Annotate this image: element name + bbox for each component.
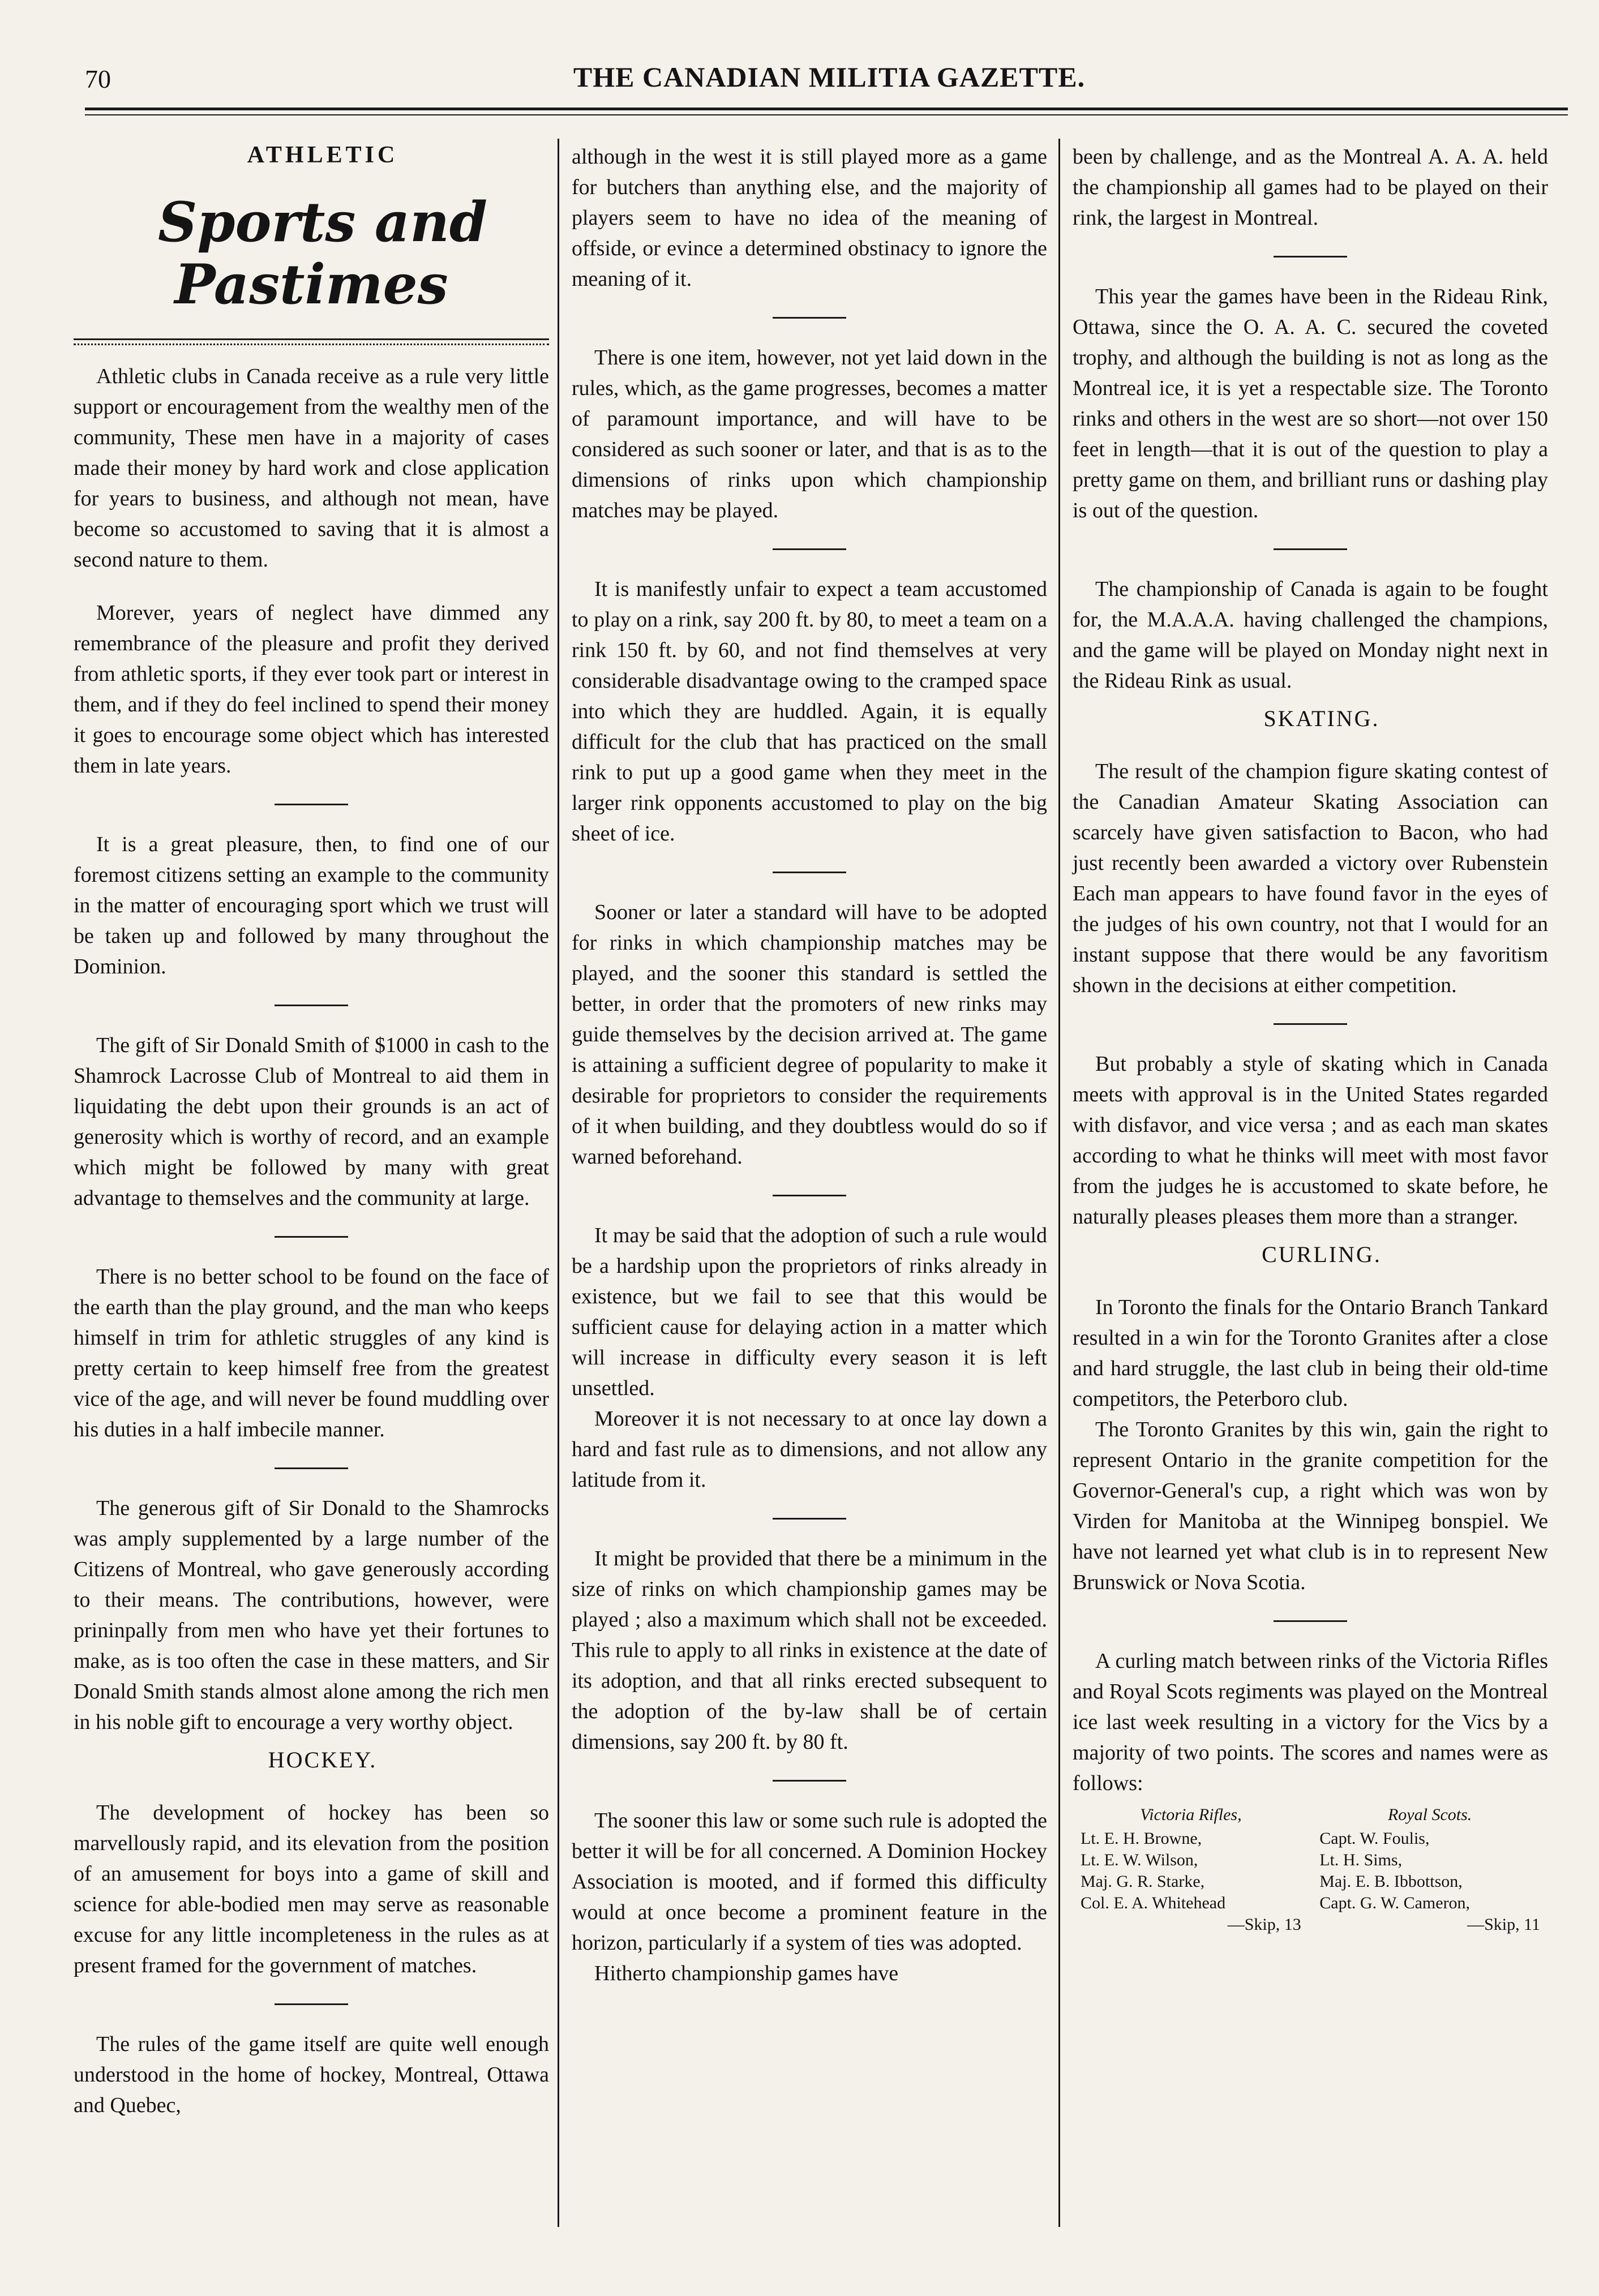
paragraph: The championship of Canada is again to be fought for, the M.A.A.A. having challenged the champions, and the game will be played on Monday night next in the Rideau Rink as usual. <box>1073 577 1548 693</box>
paragraph: It might be provided that there be a minimum in the size of rinks on which championship games may be played ; also a maximum which shall not be exceeded. This rule to apply to all rinks in existence at the date of its adoption, and that all rinks erected subsequent to the adoption of the by-law shall be of certain dimensions, say 200 ft. by 80 ft. <box>572 1547 1047 1754</box>
paragraph: been by challenge, and as the Montreal A. A. A. held the championship all games had to be played on their rink, the largest in Montreal. <box>1073 145 1548 230</box>
team-name: Royal Scots. <box>1387 1805 1472 1824</box>
separator <box>1274 548 1347 550</box>
paragraph: There is one item, however, not yet laid down in the rules, which, as the game progresses, becomes a matter of paramount importance, and will have to be considered as such sooner or later, and that is as to the dimensions of rinks upon which championship matches may be played. <box>572 346 1047 522</box>
section-kicker: ATHLETIC <box>247 142 398 168</box>
separator <box>275 1005 348 1006</box>
header-rule-thin <box>85 114 1568 115</box>
skating-heading: SKATING. <box>1263 706 1380 731</box>
paragraph: Athletic clubs in Canada receive as a rule very little support or encouragement from the wealthy men of the community, These men have in a majority of cases made their money by hard work and close application for years to business, and although not mean, have become so accustomed to saving that it is almost a second nature to them. <box>74 364 549 572</box>
paragraph: Sooner or later a standard will have to be adopted for rinks in which championship matches may be played, and the sooner this standard is settled the better, in order that the promoters of new rinks may guide themselves by the decision arrived at. The game is attaining a sufficient degree of popularity to make it desirable for proprietors to consider the requirements of it when building, and they doubtless would do so if warned beforehand. <box>572 900 1047 1169</box>
paragraph: It is a great pleasure, then, to find one of our foremost citizens setting an example to the community in the matter of encouraging sport which we trust will be taken up and followed by many throughout the Dominion. <box>74 832 549 979</box>
page-header <box>85 59 1599 105</box>
team-member: Capt. G. W. Cameron, <box>1319 1894 1471 1912</box>
header-rule <box>85 108 1568 110</box>
team-member: Lt. E. W. Wilson, <box>1081 1851 1198 1869</box>
team-name: Victoria Rifles, <box>1140 1805 1242 1824</box>
paragraph: The Toronto Granites by this win, gain the right to represent Ontario in the granite competition for the Governor-General's cup, a right which was won by Virden for Manitoba at the Winnipeg bonspiel. We have not learned yet what club is in to represent New Brunswick or Nova Scotia. <box>1073 1418 1548 1594</box>
paragraph: The sooner this law or some such rule is adopted the better it will be for all concerned. A Dominion Hockey Association is mooted, and if formed this difficulty would at once become a prominent feature in the horizon, particularly if a system of ties was adopted. <box>572 1809 1047 1955</box>
paragraph: A curling match between rinks of the Victoria Rifles and Royal Scots regiments was played on the Montreal ice last week resulting in a victory for the Vics by a majority of two points. The scores and names were as follows: <box>1073 1649 1548 1795</box>
paragraph: But probably a style of skating which in Canada meets with approval is in the United States regarded with disfavor, and vice versa ; and as each man skates according to what he thinks will meet with most favor from the judges he is accustomed to skate before, he naturally pleases pleases them more than a stranger. <box>1073 1052 1548 1229</box>
section-title: Sports and Pastimes <box>158 190 487 316</box>
separator <box>275 804 348 805</box>
paragraph: The generous gift of Sir Donald to the Shamrocks was amply supplemented by a large number of the Citizens of Montreal, who gave generously according to their means. The contributions, however, were prininpally from men who have yet their fortunes to make, as is too often the case in these matters, and Sir Donald Smith stands almost alone among the rich men in his noble gift to encourage a very worthy object. <box>74 1496 549 1734</box>
separator <box>275 1467 348 1469</box>
curling-heading: CURLING. <box>1262 1242 1382 1267</box>
team-royal-scots <box>1319 1804 1540 1935</box>
paragraph: Hitherto championship games have <box>594 1962 899 1985</box>
column-divider <box>1058 139 1060 2227</box>
team-skip-score: —Skip, 13 <box>1227 1915 1301 1934</box>
paragraph: although in the west it is still played more as a game for butchers than anything else, and the majority of players seem to have no idea of the meaning of offside, or evince a determined obstinacy to ignore the meaning of it. <box>572 145 1047 291</box>
separator <box>773 872 846 873</box>
separator <box>275 1236 348 1238</box>
team-skip-score: —Skip, 11 <box>1467 1915 1540 1934</box>
team-member: Capt. W. Foulis, <box>1319 1829 1430 1848</box>
team-victoria-rifles <box>1081 1804 1301 1935</box>
team-member: Maj. E. B. Ibbottson, <box>1319 1872 1463 1891</box>
paragraph: The development of hockey has been so marvellously rapid, and its elevation from the position of an amusement for boys into a game of skill and science for able-bodied men may serve as reasonable excuse for any little incompleteness in the rules as at present framed for the government of matches. <box>74 1801 549 1977</box>
separator <box>773 548 846 550</box>
team-member: Maj. G. R. Starke, <box>1081 1872 1205 1891</box>
curling-scores <box>1073 1804 1548 1935</box>
column-1 <box>74 141 549 2121</box>
separator <box>773 1518 846 1520</box>
separator <box>1274 1023 1347 1025</box>
column-3 <box>1073 141 1548 1935</box>
team-member: Lt. H. Sims, <box>1319 1851 1403 1869</box>
separator <box>773 317 846 319</box>
column-2 <box>572 141 1047 1989</box>
paragraph: This year the games have been in the Rideau Rink, Ottawa, since the O. A. A. C. secured the coveted trophy, and although the building is not as long as the Montreal ice, it is yet a respectable size. The Toronto rinks and others in the west are so short—not over 150 feet in length—that it is out of the question to play a pretty game on them, and brilliant runs or dashing play is out of the question. <box>1073 285 1548 522</box>
column-divider <box>558 139 559 2227</box>
paragraph: Morever, years of neglect have dimmed any remembrance of the pleasure and profit they derived from athletic sports, if they ever took part or interest in them, and if they do feel inclined to spend their money it goes to encourage some object which has interested them in late years. <box>74 601 549 778</box>
paragraph: In Toronto the finals for the Ontario Branch Tankard resulted in a win for the Toronto Granites after a close and hard struggle, the last club in being their old-time competitors, the Peterboro club. <box>1073 1295 1548 1411</box>
paragraph: There is no better school to be found on the face of the earth than the play ground, and the man who keeps himself in trim for athletic struggles of any kind is pretty certain to keep himself free from the greatest vice of the age, and will never be found muddling over his duties in a half imbecile manner. <box>74 1265 549 1441</box>
paragraph: It may be said that the adoption of such a rule would be a hardship upon the proprietors of rinks already in existence, but we fail to see that this would be sufficient cause for delaying action in a matter which will increase in difficulty every season it is left unsettled. <box>572 1224 1047 1400</box>
paragraph: Moreover it is not necessary to at once lay down a hard and fast rule as to dimensions, and not allow any latitude from it. <box>572 1407 1047 1492</box>
title-rule <box>74 338 549 340</box>
paragraph: It is manifestly unfair to expect a team accustomed to play on a rink, say 200 ft. by 80, to meet a team on a rink 150 ft. by 60, and not find themselves at very considerable disadvantage owing to the cramped space into which they are huddled. Again, it is equally difficult for the club that has practiced on the small rink to put up a good game when they meet in the larger rink opponents accustomed to play on the big sheet of ice. <box>572 577 1047 846</box>
team-member: Lt. E. H. Browne, <box>1081 1829 1202 1848</box>
hockey-heading: HOCKEY. <box>268 1747 378 1773</box>
paragraph: The rules of the game itself are quite well enough understood in the home of hockey, Montreal, Ottawa and Quebec, <box>74 2032 549 2117</box>
separator <box>773 1195 846 1196</box>
title-rule-dotted <box>74 344 549 345</box>
running-title: THE CANADIAN MILITIA GAZETTE. <box>573 61 1086 93</box>
team-member: Col. E. A. Whitehead <box>1081 1894 1226 1912</box>
paragraph: The result of the champion figure skating contest of the Canadian Amateur Skating Association can scarcely have given satisfaction to Bacon, who had just recently been awarded a victory over Rubenstein Each man appears to have found favor in the eyes of the judges of his own country, not that I would for an instant suppose that there would be any favoritism shown in the decisions at either competition. <box>1073 759 1548 997</box>
separator <box>773 1780 846 1782</box>
page-number: 70 <box>85 65 111 93</box>
separator <box>1274 1620 1347 1622</box>
separator <box>275 2003 348 2005</box>
separator <box>1274 256 1347 258</box>
paragraph: The gift of Sir Donald Smith of $1000 in cash to the Shamrock Lacrosse Club of Montreal to aid them in liquidating the debt upon their grounds is an act of generosity which is worthy of record, and an example which might be followed by many with great advantage to themselves and the community at large. <box>74 1033 549 1210</box>
